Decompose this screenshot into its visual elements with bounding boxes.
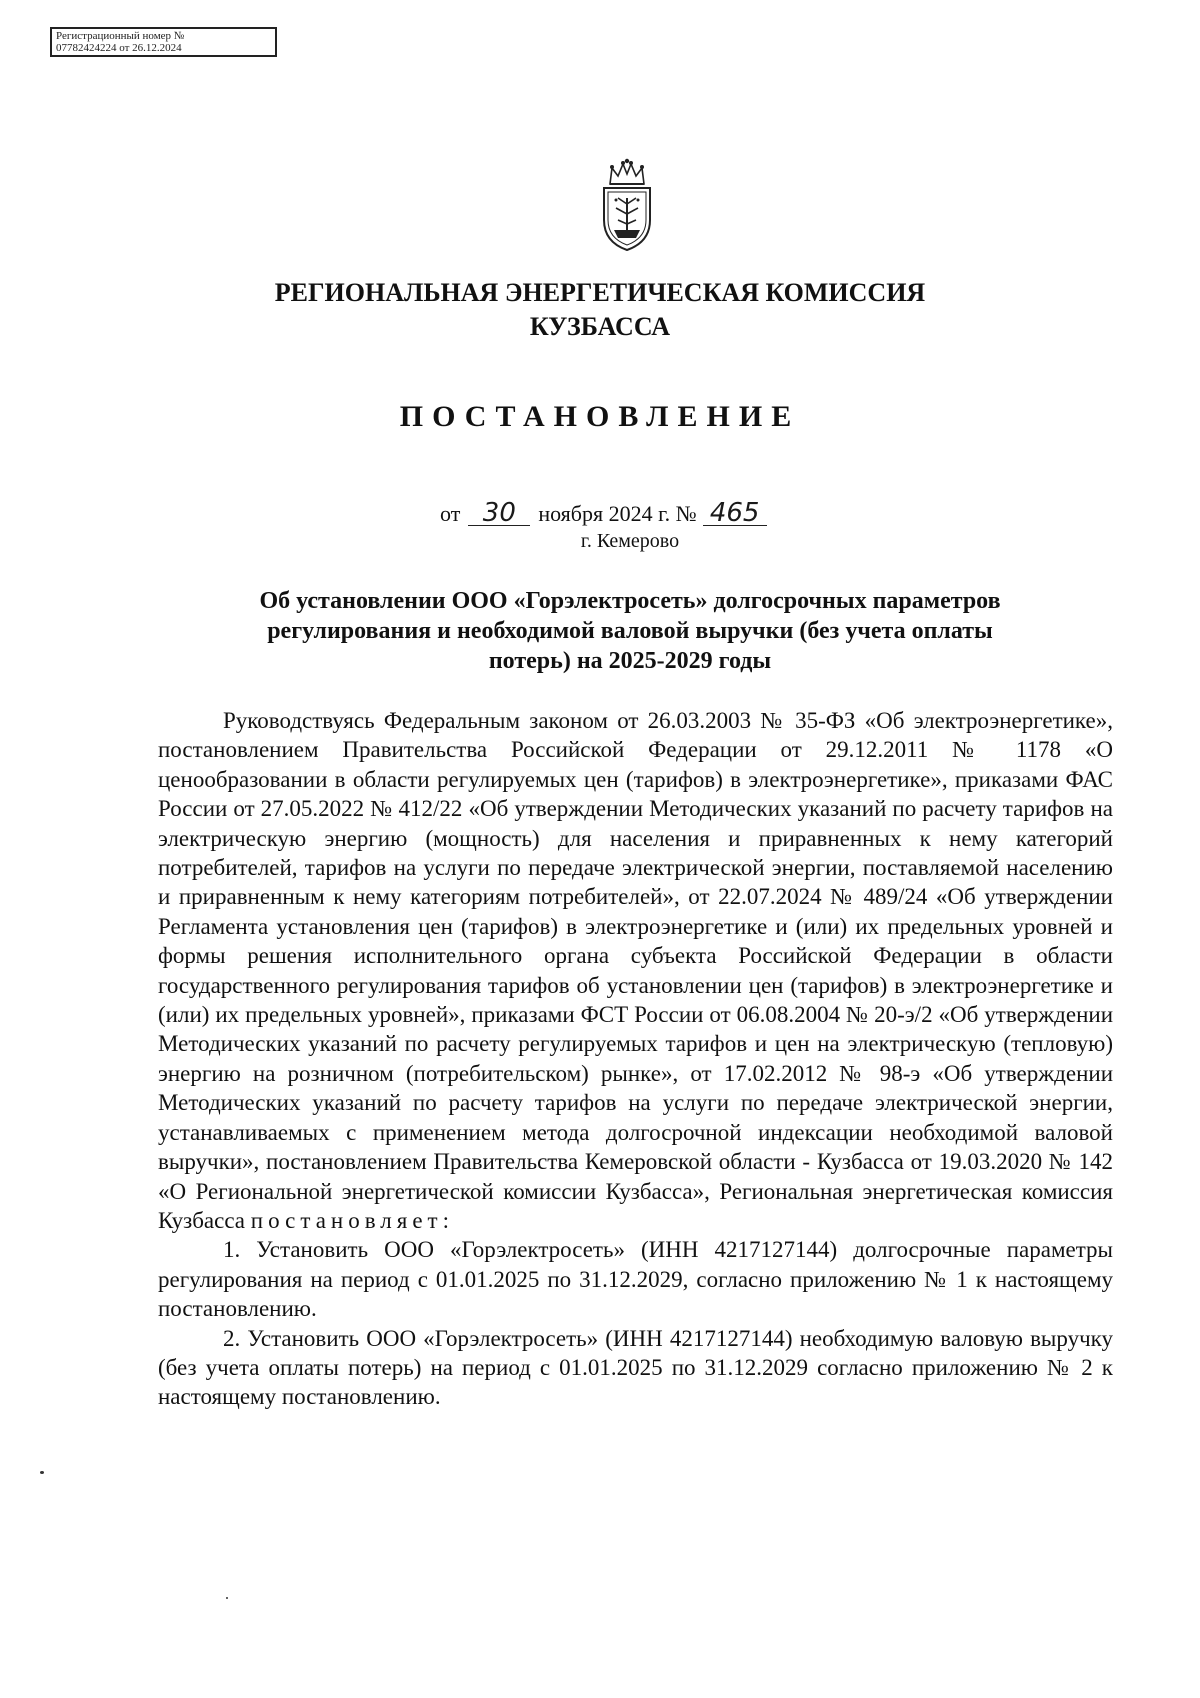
preamble-text: Руководствуясь Федеральным законом от 26.03.2003 № 35-ФЗ «Об электроэнергетике», постановлением Правительства Российской Федерации от 29.12.2011 № 1178 «О ценообразовании в области регулируемых цен (тарифов) в электроэнергетике», приказами ФАС России от 27.05.2022 № 412/22 «Об утверждении Методических указаний по расчету тарифов на электрическую энергию (мощность) для населения и приравненных к нему категорий потребителей, тарифов на услуги по передаче электрической энергии, поставляемой населению и приравненным к нему категориям потребителей», от 22.07.2024 № 489/24 «Об утверждении Регламента установления цен (тарифов) в электроэнергетике и (или) их предельных уровней и формы решения исполнительного органа субъекта Российской Федерации в области государственного регулирования тарифов об установлении цен (тарифов) в электроэнергетике и (или) их предельных уровней», приказами ФСТ России от 06.08.2004 № 20-э/2 «Об утверждении Методических указаний по расчету регулируемых тарифов и цен на электрическую (тепловую) энергию на розничном (потребительском) рынке», от 17.02.2012 № 98-э «Об утверждении Методических указаний по расчету тарифов на услуги по передаче электрической энергии, устанавливаемых с применением метода долгосрочной индексации необходимой валовой выручки», постановлением Правительства Кемеровской области - Кузбасса от 19.03.2020 № 142 «О Региональной энергетической комиссии Кузбасса», Региональная энергетическая комиссия Кузбасса bbox=[158, 708, 1113, 1233]
registration-line-1: Регистрационный номер № bbox=[56, 30, 185, 42]
organization-name bbox=[0, 276, 1200, 344]
handwritten-number: 465 bbox=[703, 501, 767, 526]
document-title bbox=[150, 586, 1110, 676]
scan-speck bbox=[226, 1597, 228, 1599]
scan-speck bbox=[40, 1471, 44, 1474]
organization-name-line-1: РЕГИОНАЛЬНАЯ ЭНЕРГЕТИЧЕСКАЯ КОМИССИЯ bbox=[274, 278, 926, 307]
item-1-paragraph: 1. Установить ООО «Горэлектросеть» (ИНН 4217127144) долгосрочные параметры регулирования на период с 01.01.2025 по 31.12.2029, согласно приложению № 1 к настоящему постановлению. bbox=[158, 1237, 1113, 1322]
city: г. Кемерово bbox=[580, 530, 680, 552]
preamble-paragraph bbox=[158, 706, 1113, 1235]
coat-of-arms-icon bbox=[596, 158, 658, 252]
registration-line-2: 07782424224 от 26.12.2024 bbox=[56, 42, 182, 54]
date-prefix: от bbox=[440, 501, 461, 526]
decree-word: постановляет: bbox=[250, 1207, 454, 1233]
date-month-year: ноября 2024 г. № bbox=[538, 501, 697, 526]
registration-stamp bbox=[50, 27, 277, 57]
organization-name-line-2: КУЗБАССА bbox=[529, 312, 671, 341]
title-line-3: потерь) на 2025-2029 годы bbox=[488, 648, 772, 674]
date-line bbox=[440, 500, 767, 528]
title-line-1: Об установлении ООО «Горэлектросеть» долгосрочных параметров bbox=[259, 588, 1001, 614]
document-type: ПОСТАНОВЛЕНИЕ bbox=[399, 400, 801, 433]
item-2-paragraph: 2. Установить ООО «Горэлектросеть» (ИНН 4217127144) необходимую валовую выручку (без учета оплаты потерь) на период с 01.01.2025 по 31.12.2029 согласно приложению № 2 к настоящему постановлению. bbox=[158, 1325, 1113, 1410]
title-line-2: регулирования и необходимой валовой выручки (без учета оплаты bbox=[267, 618, 993, 644]
handwritten-day: 30 bbox=[468, 501, 530, 526]
document-body bbox=[158, 706, 1113, 1412]
